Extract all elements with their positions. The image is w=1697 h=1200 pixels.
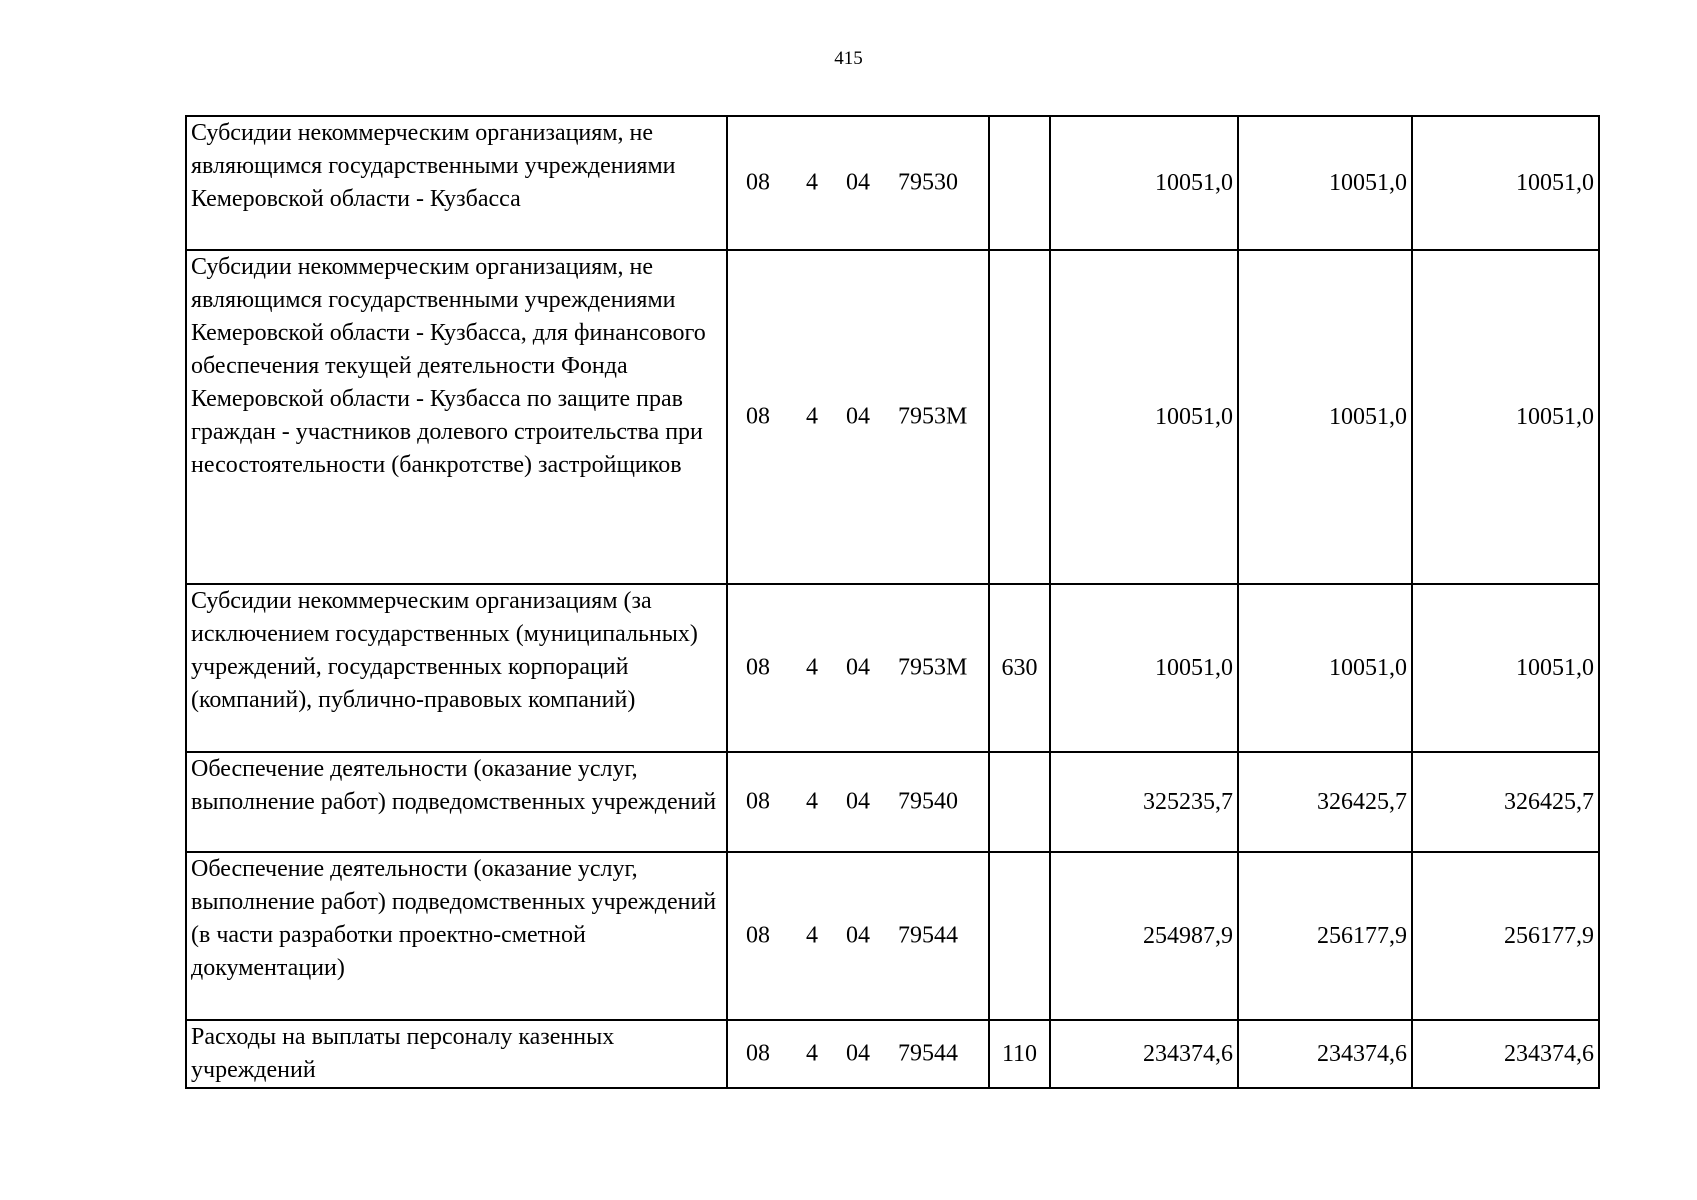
expense-direction-code: 79544 (898, 1040, 958, 1067)
expense-type-cell (989, 116, 1050, 250)
table-row (186, 584, 1599, 752)
subprogram-code: 04 (846, 788, 870, 815)
row-name-cell: Субсидии некоммерческим организациям, не являющимся государственными учреждениями Кемеровской области - Кузбасса (186, 116, 727, 250)
amount-year-1: 234374,6 (1050, 1020, 1238, 1088)
program-code: 4 (806, 403, 818, 430)
program-code: 4 (806, 1040, 818, 1067)
amount-year-3: 256177,9 (1412, 852, 1599, 1020)
classification-codes-cell (727, 852, 989, 1020)
classification-codes-cell (727, 116, 989, 250)
amount-year-3: 10051,0 (1412, 116, 1599, 250)
table-row (186, 752, 1599, 852)
classification-codes-cell (727, 752, 989, 852)
expense-direction-code: 79544 (898, 922, 958, 949)
section-code: 08 (746, 922, 770, 949)
amount-year-3: 326425,7 (1412, 752, 1599, 852)
row-name-cell: Субсидии некоммерческим организациям (за исключением государственных (муниципальных) учреждений, государственных корпораций (компаний), публично-правовых компаний) (186, 584, 727, 752)
section-code: 08 (746, 788, 770, 815)
expense-type-cell (989, 752, 1050, 852)
amount-year-3: 234374,6 (1412, 1020, 1599, 1088)
expense-direction-code: 79540 (898, 788, 958, 815)
table-row (186, 852, 1599, 1020)
expense-type-cell (989, 250, 1050, 584)
amount-year-2: 10051,0 (1238, 584, 1412, 752)
program-code: 4 (806, 788, 818, 815)
program-code: 4 (806, 654, 818, 681)
subprogram-code: 04 (846, 169, 870, 196)
table-row (186, 1020, 1599, 1088)
amount-year-1: 10051,0 (1050, 116, 1238, 250)
amount-year-2: 234374,6 (1238, 1020, 1412, 1088)
amount-year-2: 256177,9 (1238, 852, 1412, 1020)
amount-year-2: 10051,0 (1238, 116, 1412, 250)
section-code: 08 (746, 169, 770, 196)
amount-year-1: 254987,9 (1050, 852, 1238, 1020)
budget-table (185, 115, 1600, 1089)
classification-codes-cell (727, 250, 989, 584)
program-code: 4 (806, 169, 818, 196)
row-name-cell: Обеспечение деятельности (оказание услуг, выполнение работ) подведомственных учреждений (в части разработки проектно-сметной документации) (186, 852, 727, 1020)
amount-year-1: 325235,7 (1050, 752, 1238, 852)
amount-year-2: 326425,7 (1238, 752, 1412, 852)
table-row (186, 116, 1599, 250)
amount-year-1: 10051,0 (1050, 584, 1238, 752)
section-code: 08 (746, 654, 770, 681)
expense-type-cell (989, 852, 1050, 1020)
expense-direction-code: 79530 (898, 169, 958, 196)
amount-year-3: 10051,0 (1412, 584, 1599, 752)
section-code: 08 (746, 1040, 770, 1067)
subprogram-code: 04 (846, 1040, 870, 1067)
row-name-cell: Обеспечение деятельности (оказание услуг, выполнение работ) подведомственных учреждений (186, 752, 727, 852)
amount-year-3: 10051,0 (1412, 250, 1599, 584)
row-name-cell: Субсидии некоммерческим организациям, не являющимся государственными учреждениями Кемеровской области - Кузбасса, для финансового обеспечения текущей деятельности Фонда Кемеровской области - Кузбасса по защите прав граждан - участников долевого строительства при несостоятельности (банкротстве) застройщиков (186, 250, 727, 584)
expense-direction-code: 7953M (898, 403, 968, 430)
section-code: 08 (746, 403, 770, 430)
subprogram-code: 04 (846, 403, 870, 430)
page-number: 415 (834, 48, 863, 69)
expense-direction-code: 7953M (898, 654, 968, 681)
expense-type-cell: 630 (989, 584, 1050, 752)
row-name-cell: Расходы на выплаты персоналу казенных учреждений (186, 1020, 727, 1088)
subprogram-code: 04 (846, 922, 870, 949)
expense-type-cell: 110 (989, 1020, 1050, 1088)
program-code: 4 (806, 922, 818, 949)
classification-codes-cell (727, 1020, 989, 1088)
amount-year-2: 10051,0 (1238, 250, 1412, 584)
amount-year-1: 10051,0 (1050, 250, 1238, 584)
classification-codes-cell (727, 584, 989, 752)
table-row (186, 250, 1599, 584)
subprogram-code: 04 (846, 654, 870, 681)
